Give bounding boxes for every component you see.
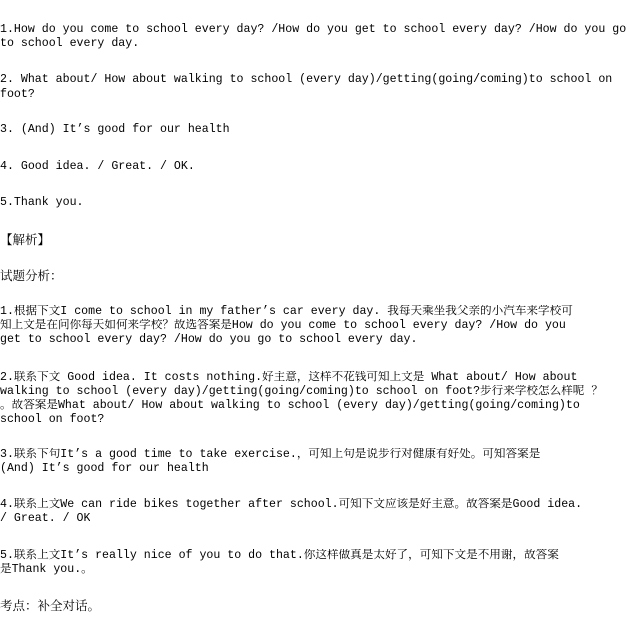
analysis-heading: 【解析】 [0,233,51,247]
answer-4-line-1: 4. Good idea. / Great. / OK. [0,160,195,173]
explanation-2-line-3: 。故答案是What about/ How about walking to school (every day)/getting(going/coming)to [0,399,580,412]
answer-5-line-1: 5.Thank you. [0,196,84,209]
explanation-4-line-2: / Great. / OK [0,512,91,525]
analysis-subheading: 试题分析： [0,269,63,283]
answer-2-line-1: 2. What about/ How about walking to school (every day)/getting(going/coming)to school on [0,73,613,86]
explanation-5-line-2: 是Thank you.。 [0,563,93,576]
explanation-2-line-1: 2.联系下文 Good idea. It costs nothing.好主意，这样不花钱可知上文是 What about/ How about [0,371,578,384]
explanation-2-line-2: walking to school (every day)/getting(going/coming)to school on foot?步行来学校怎么样呢 ？ [0,385,603,398]
explanation-3-line-1: 3.联系下句It’s a good time to take exercise.，可知上句是说步行对健康有好处。可知答案是 [0,448,541,461]
answer-3-line-1: 3. (And) It’s good for our health [0,123,230,136]
explanation-1-line-1: 1.根据下文I come to school in my father’s car every day. 我每天乘坐我父亲的小汽车来学校可 [0,305,573,318]
answer-2-line-2: foot? [0,88,35,101]
explanation-1-line-3: get to school every day? /How do you go to school every day. [0,333,418,346]
answer-1-line-1: 1.How do you come to school every day? /How do you get to school every day? /How do you go [0,23,627,36]
answer-1-line-2: to school every day. [0,37,140,50]
explanation-2-line-4: school on foot? [0,413,105,426]
explanation-4-line-1: 4.联系上文We can ride bikes together after school.可知下文应该是好主意。故答案是Good idea. [0,498,583,511]
explanation-5-line-1: 5.联系上文It’s really nice of you to do that.你这样做真是太好了，可知下文是不用谢，故答案 [0,549,559,562]
topic-note: 考点：补全对话。 [0,599,101,613]
explanation-1-line-2: 知上文是在问你每天如何来学校？故选答案是How do you come to school every day? /How do you [0,319,566,332]
explanation-3-line-2: (And) It’s good for our health [0,462,209,475]
